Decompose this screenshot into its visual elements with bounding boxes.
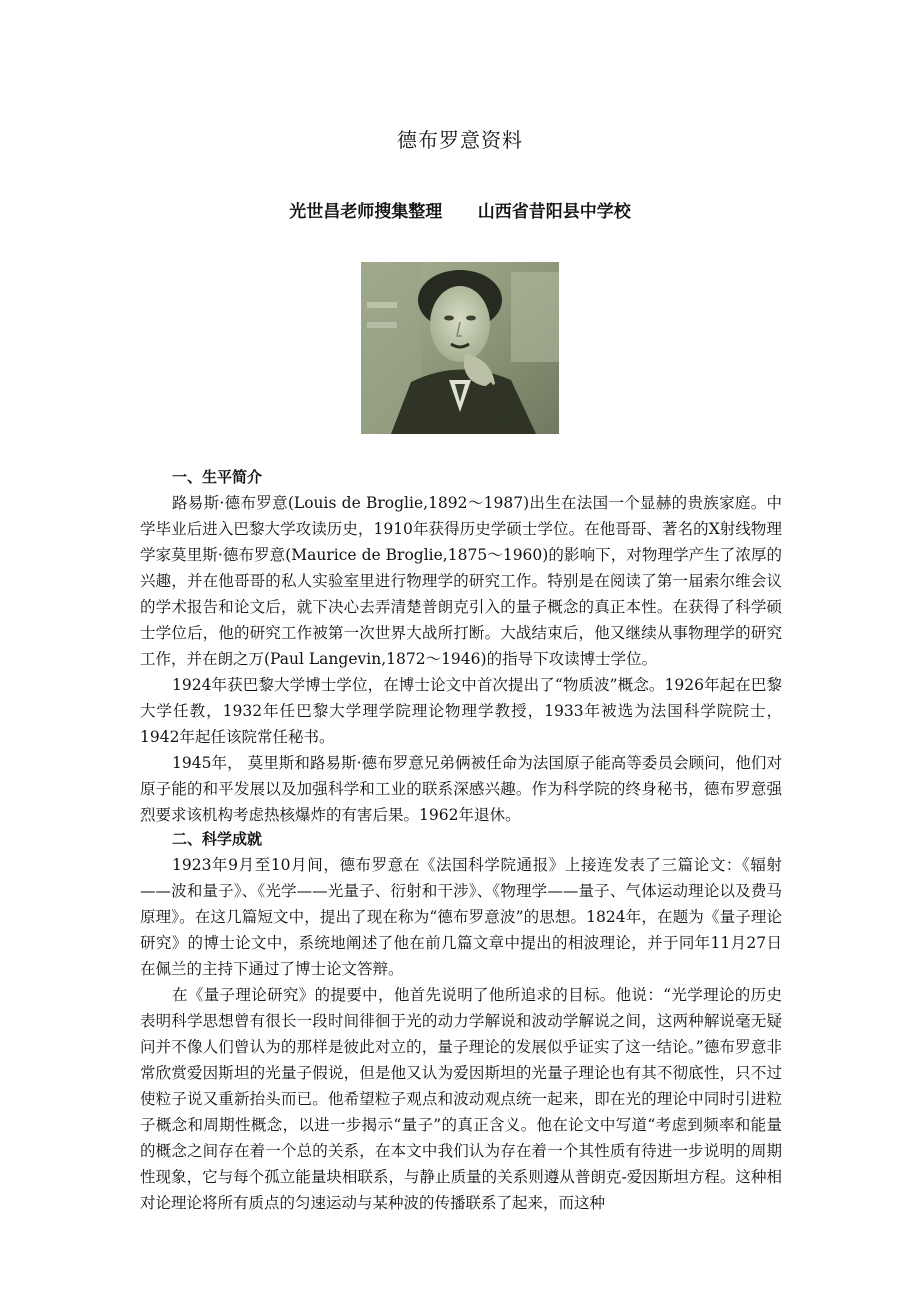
paragraph: 在《量子理论研究》的提要中，他首先说明了他所追求的目标。他说：“光学理论的历史表明科学思想曾有很长一段时间徘徊于光的动力学解说和波动学解说之间，这两种解说毫无疑问并不像人们曾认为的那样是彼此对立的，量子理论的发展似乎证实了这一结论。”德布罗意非常欣赏爱因斯坦的光量子假说，但是他又认为爱因斯坦的光量子理论也有其不彻底性，只不过使粒子说又重新抬头而已。他希望粒子观点和波动观点统一起来，即在光的理论中同时引进粒子概念和周期性概念，以进一步揭示“量子”的真正含义。他在论文中写道“考虑到频率和能量的概念之间存在着一个总的关系，在本文中我们认为存在着一个其性质有待进一步说明的周期性现象，它与每个孤立能量块相联系，与静止质量的关系则遵从普朗克-爱因斯坦方程。这种相对论理论将所有质点的匀速运动与某种波的传播联系了起来，而这种 xyxy=(140,986,782,1212)
paragraph: 1945年， 莫里斯和路易斯·德布罗意兄弟俩被任命为法国原子能高等委员会顾问，他们对原子能的和平发展以及加强科学和工业的联系深感兴趣。作为科学院的终身秘书，德布罗意强烈要求该机构考虑热核爆炸的有害后果。1962年退休。 xyxy=(140,754,782,824)
section-heading: 二、科学成就 xyxy=(172,830,263,848)
paragraph: 1924年获巴黎大学博士学位，在博士论文中首次提出了“物质波”概念。1926年起在巴黎大学任教，1932年任巴黎大学理学院理论物理学教授，1933年被选为法国科学院院士，1942年起任该院常任秘书。 xyxy=(140,676,782,746)
document-subtitle: 光世昌老师搜集整理 山西省昔阳县中学校 xyxy=(289,202,631,222)
portrait-photo xyxy=(361,262,559,434)
paragraph: 路易斯·德布罗意(Louis de Broglie,1892～1987)出生在法国一个显赫的贵族家庭。中学毕业后进入巴黎大学攻读历史，1910年获得历史学硕士学位。在他哥哥、著名的X射线物理学家莫里斯·德布罗意(Maurice de Broglie,1875～1960)的影响下，对物理学产生了浓厚的兴趣，并在他哥哥的私人实验室里进行物理学的研究工作。特别是在阅读了第一届索尔维会议的学术报告和论文后，就下决心去弄清楚普朗克引入的量子概念的真正本性。在获得了科学硕士学位后，他的研究工作被第一次世界大战所打断。大战结束后，他又继续从事物理学的研究工作，并在朗之万(Paul Langevin,1872～1946)的指导下攻读博士学位。 xyxy=(140,494,782,668)
paragraph: 1923年9月至10月间，德布罗意在《法国科学院通报》上接连发表了三篇论文：《辐射——波和量子》、《光学——光量子、衍射和干涉》、《物理学——量子、气体运动理论以及费马原理》。在这几篇短文中，提出了现在称为“德布罗意波”的思想。1824年，在题为《量子理论研究》的博士论文中，系统地阐述了他在前几篇文章中提出的相波理论，并于同年11月27日在佩兰的主持下通过了博士论文答辩。 xyxy=(140,856,782,978)
section-heading: 一、生平简介 xyxy=(172,468,263,486)
section-achievements xyxy=(140,826,782,1216)
portrait-photo-icon xyxy=(361,262,559,434)
section-biography xyxy=(140,464,782,828)
document-title: 德布罗意资料 xyxy=(397,128,523,152)
